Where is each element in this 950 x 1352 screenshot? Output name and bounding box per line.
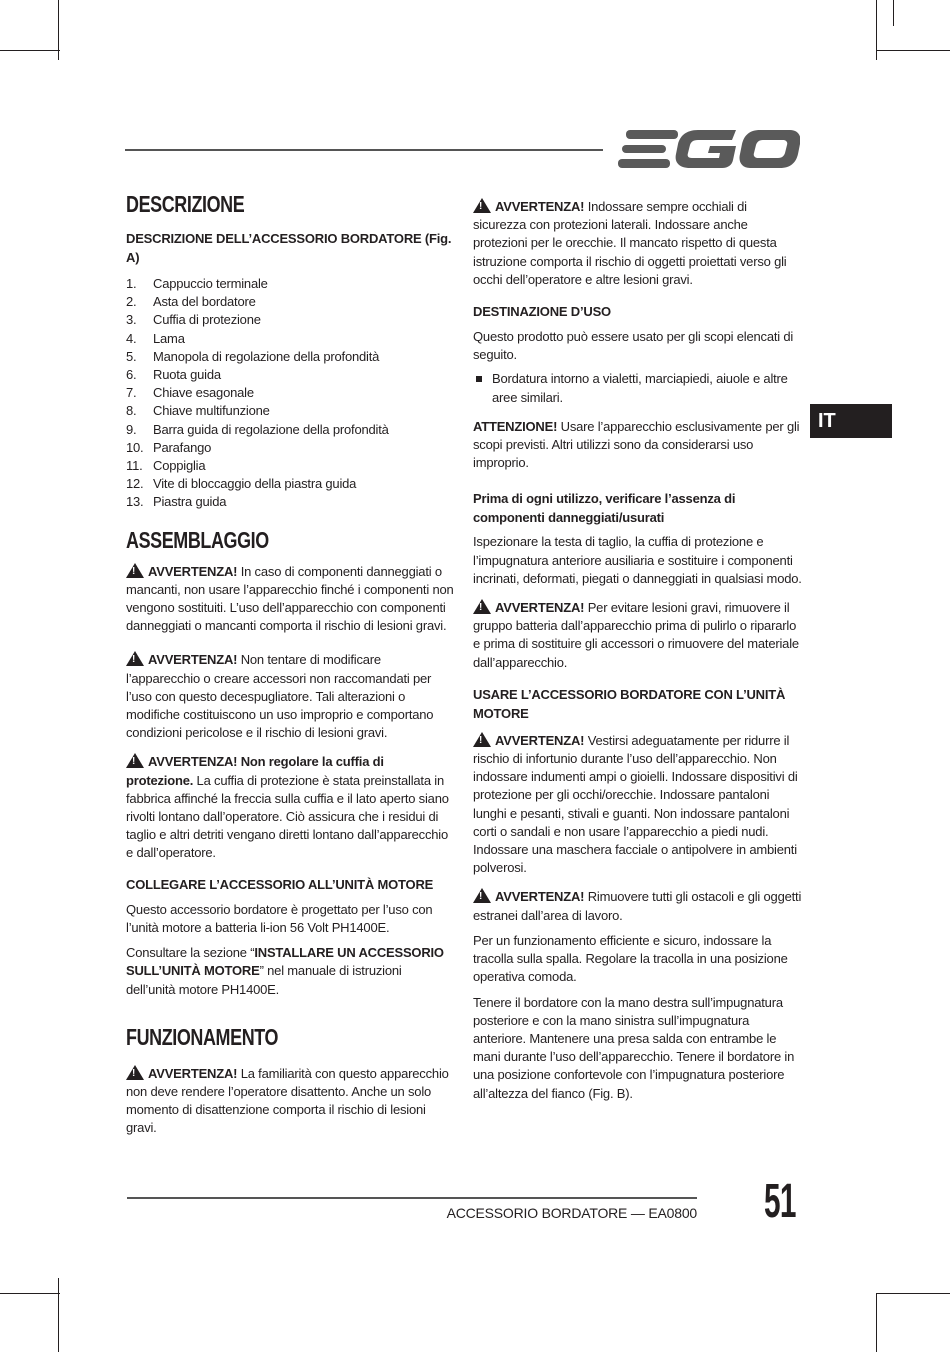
list-item-text: Chiave multifunzione bbox=[153, 403, 270, 419]
warning-paragraph bbox=[473, 599, 803, 672]
list-item-text: Barra guida di regolazione della profondità bbox=[153, 421, 389, 437]
warning-triangle-icon bbox=[473, 599, 491, 614]
warning-label: AVVERTENZA! bbox=[148, 563, 238, 579]
list-item-number: 11. bbox=[126, 458, 143, 474]
crop-mark bbox=[893, 0, 894, 26]
verifica-paragraph: Ispezionare la testa di taglio, la cuffia di protezione e l’impugnatura anteriore ausiliaria e sostituire i componenti incrinati, deformati, piegati o danneggiati in qualsiasi modo. bbox=[473, 534, 802, 586]
page-number: 51 bbox=[764, 1175, 796, 1228]
text: ” nel manuale di istruzioni dell’unità motore PH1400E. bbox=[126, 963, 402, 997]
attention-label: ATTENZIONE! bbox=[473, 418, 558, 434]
list-item bbox=[126, 348, 454, 366]
crop-mark bbox=[876, 50, 950, 51]
list-item-number: 4. bbox=[126, 330, 137, 346]
list-item-text: Manopola di regolazione della profondità bbox=[153, 348, 380, 364]
list-item-text: Chiave esagonale bbox=[153, 385, 254, 401]
list-item bbox=[126, 311, 454, 329]
warning-text: Indossare sempre occhiali di sicurezza con protezioni laterali. Indossare anche protezioni per le orecchie. Il mancato rispetto di questa istruzione comporta il rischio di oggetti proiettati verso gli occhi dell’operatore e altre lesioni gravi. bbox=[473, 199, 787, 287]
list-item-text: Vite di bloccaggio della piastra guida bbox=[153, 476, 357, 492]
warning-paragraph bbox=[473, 198, 803, 289]
list-item bbox=[126, 384, 454, 402]
list-item-number: 9. bbox=[126, 421, 137, 437]
warning-triangle-icon bbox=[126, 1065, 144, 1080]
list-item-number: 1. bbox=[126, 276, 137, 291]
crop-mark bbox=[58, 0, 59, 60]
warning-paragraph bbox=[473, 888, 803, 924]
warning-triangle-icon bbox=[126, 753, 144, 768]
crop-mark bbox=[876, 0, 877, 60]
footer-rule bbox=[127, 1197, 697, 1199]
bullet-square-icon bbox=[476, 376, 482, 382]
warning-text: La cuffia di protezione è stata preinstallata in fabbrica affinché la freccia sulla cuffia e il lato aperto siano rivolti lontano dall’operatore. Ciò assicura che i residui di taglio e altri detriti vengano diretti lontano dall’apparecchio e dall’operatore. bbox=[126, 772, 449, 861]
warning-text: La familiarità con questo apparecchio non deve rendere l’operatore disattento. Anche un solo momento di disattenzione comporta il rischio di lesioni gravi. bbox=[126, 1065, 449, 1136]
list-item-text: Bordatura intorno a vialetti, marciapiedi, aiuole e altre aree similari. bbox=[492, 371, 788, 405]
parts-list bbox=[126, 275, 454, 512]
section-title-funzionamento: FUNZIONAMENTO bbox=[126, 1023, 279, 1050]
warning-text: Per evitare lesioni gravi, rimuovere il gruppo batteria dall’apparecchio prima di pulirlo o ripararlo e prima di sostituire gli accessori o rimuovere del materiale dall’apparecchio. bbox=[473, 600, 799, 670]
list-item-number: 2. bbox=[126, 294, 137, 310]
warning-label: AVVERTENZA! bbox=[495, 600, 585, 616]
list-item-number: 7. bbox=[126, 385, 137, 401]
crop-mark bbox=[0, 50, 60, 51]
list-item bbox=[126, 402, 454, 420]
warning-label: AVVERTENZA! bbox=[495, 732, 585, 748]
collegare-paragraph: Questo accessorio bordatore è progettato per l’uso con l’unità motore a batteria li-ion 56 Volt PH1400E. bbox=[126, 901, 433, 935]
tracolla-paragraph: Per un funzionamento efficiente e sicuro, indossare la tracolla sulla spalla. Regolare la tracolla in una posizione operativa comoda. bbox=[473, 932, 788, 985]
left-column bbox=[126, 190, 454, 1138]
list-item-text: Parafango bbox=[153, 439, 212, 455]
destinazione-paragraph: Questo prodotto può essere usato per gli scopi elencati di seguito. bbox=[473, 329, 794, 363]
section-reference: INSTALLARE UN ACCESSORIO SULL’UNITÀ MOTORE bbox=[126, 945, 444, 979]
crop-mark bbox=[0, 1293, 60, 1294]
warning-text: In caso di componenti danneggiati o mancanti, non usare l’apparecchio finché i componenti non vengono sostituiti. L’uso dell’apparecchio con componenti danneggiati o mancanti comporta il rischio di lesioni gravi. bbox=[126, 563, 454, 634]
list-item-number: 6. bbox=[126, 367, 137, 383]
section-title-assemblaggio: ASSEMBLAGGIO bbox=[126, 526, 269, 553]
warning-label: AVVERTENZA! bbox=[495, 889, 585, 905]
consultare-paragraph bbox=[126, 944, 454, 999]
language-tab: IT bbox=[810, 404, 892, 438]
list-item-text: Cuffia di protezione bbox=[153, 312, 261, 328]
list-item-text: Coppiglia bbox=[153, 458, 206, 474]
list-item-text: Asta del bordatore bbox=[153, 294, 256, 310]
warning-text: Non tentare di modificare l’apparecchio o creare accessori non raccomandati per l’uso con questo decespugliatore. Tali alterazioni o modifiche costituiscono un uso improprio e comportano condizioni pericolose e il rischio di lesioni gravi. bbox=[126, 652, 434, 741]
list-item-number: 3. bbox=[126, 312, 137, 328]
list-item bbox=[126, 275, 454, 293]
descrizione-subtitle: DESCRIZIONE DELL’ACCESSORIO BORDATORE (Fig. A) bbox=[126, 231, 452, 265]
destinazione-heading: DESTINAZIONE D’USO bbox=[473, 304, 611, 320]
list-item bbox=[126, 439, 454, 457]
attention-text: Usare l’apparecchio esclusivamente per gli scopi previsti. Altri utilizzi sono da considerarsi uso improprio. bbox=[473, 418, 800, 471]
impugnatura-paragraph: Tenere il bordatore con la mano destra sull’impugnatura posteriore e con la mano sinistra sull’impugnatura anteriore. Mantenere una presa salda con entrambe le mani durante l’uso dell’apparecchio. Tenere il bordatore in una posizione confortevole con l’impugnatura posteriore all’altezza del fianco (Fig. B). bbox=[473, 994, 795, 1101]
list-item bbox=[126, 421, 454, 439]
warning-label: AVVERTENZA! bbox=[495, 199, 585, 214]
warning-paragraph bbox=[126, 1065, 454, 1138]
warning-triangle-icon bbox=[126, 563, 144, 578]
warning-label: AVVERTENZA! bbox=[148, 1065, 238, 1081]
verifica-heading: Prima di ogni utilizzo, verificare l’assenza di componenti danneggiati/usurati bbox=[473, 491, 736, 526]
crop-mark bbox=[876, 1293, 950, 1294]
text: Consultare la sezione “ bbox=[126, 945, 255, 961]
list-item-text: Lama bbox=[153, 330, 185, 346]
ego-logo bbox=[618, 128, 800, 170]
crop-mark bbox=[876, 1293, 877, 1352]
list-item bbox=[126, 475, 454, 493]
crop-mark bbox=[58, 1278, 59, 1352]
header-rule bbox=[125, 149, 603, 151]
list-item bbox=[126, 293, 454, 311]
destinazione-list bbox=[473, 370, 803, 406]
warning-text: Vestirsi adeguatamente per ridurre il rischio di infortunio durante l’uso dell’apparecchio. Non indossare indumenti ampi o gioielli. Indossare dispositivi di protezione per gli occhi/orecchie. Indossare pantaloni lunghi e pesanti, stivali e guanti. Non indossare pantaloni corti o sandali e non usare l’apparecchio a piedi nudi. Indossare una maschera facciale o antipolvere in ambienti polverosi. bbox=[473, 732, 798, 876]
right-column bbox=[473, 198, 803, 1103]
warning-paragraph bbox=[126, 563, 454, 636]
warning-text: Rimuovere tutti gli ostacoli e gli oggetti estranei dall’area di lavoro. bbox=[473, 889, 802, 923]
list-item-text: Cappuccio terminale bbox=[153, 276, 268, 291]
list-item-number: 10. bbox=[126, 439, 144, 455]
list-item-number: 13. bbox=[126, 494, 144, 510]
footer-title: ACCESSORIO BORDATORE — EA0800 bbox=[446, 1205, 697, 1221]
warning-triangle-icon bbox=[473, 732, 491, 747]
list-item-text: Piastra guida bbox=[153, 494, 227, 510]
list-item bbox=[126, 493, 454, 511]
warning-bold-text: Non regolare la cuffia di protezione. bbox=[126, 754, 384, 788]
collegare-heading: COLLEGARE L’ACCESSORIO ALL’UNITÀ MOTORE bbox=[126, 876, 434, 892]
warning-triangle-icon bbox=[126, 651, 144, 666]
usare-heading: USARE L’ACCESSORIO BORDATORE CON L’UNITÀ MOTORE bbox=[473, 686, 786, 721]
warning-paragraph bbox=[126, 651, 454, 742]
section-title-descrizione: DESCRIZIONE bbox=[126, 191, 245, 217]
list-item-number: 5. bbox=[126, 348, 137, 364]
list-item bbox=[126, 366, 454, 384]
warning-label: AVVERTENZA! bbox=[148, 652, 238, 668]
list-item-number: 8. bbox=[126, 403, 137, 419]
attenzione-paragraph bbox=[473, 418, 803, 473]
warning-label: AVVERTENZA! bbox=[148, 754, 238, 770]
list-item bbox=[473, 370, 803, 406]
list-item-number: 12. bbox=[126, 476, 144, 492]
warning-paragraph bbox=[473, 732, 803, 878]
list-item bbox=[126, 330, 454, 348]
list-item-text: Ruota guida bbox=[153, 367, 221, 383]
warning-triangle-icon bbox=[473, 198, 491, 213]
list-item bbox=[126, 457, 454, 475]
warning-paragraph bbox=[126, 753, 454, 862]
warning-triangle-icon bbox=[473, 888, 491, 903]
